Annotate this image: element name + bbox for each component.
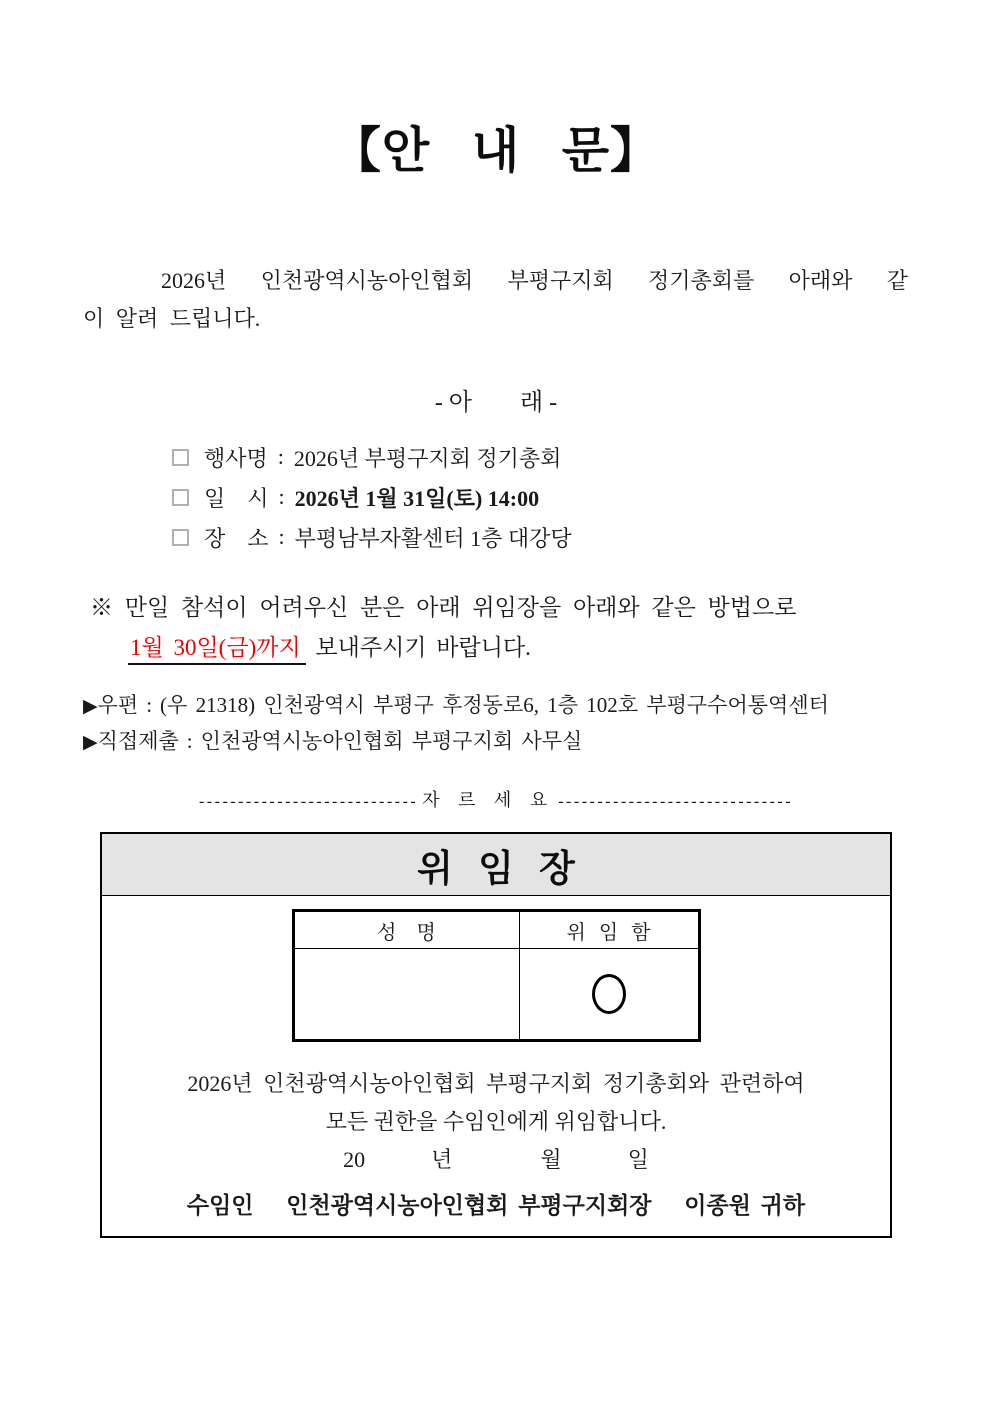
event-name-value: 2026년 부평구지회 정기총회	[293, 445, 562, 471]
proxy-recipient-line: 수임인 인천광역시농아인협회 부평구지회장 이종원 귀하	[186, 1193, 806, 1218]
proxy-table-header-row	[293, 911, 699, 949]
delegate-mark-cell	[519, 949, 699, 1041]
intro-line-1: 2026년 인천광역시농아인협회 부평구지회 정기총회를 아래와 같	[161, 268, 908, 293]
checkbox-icon	[172, 449, 189, 466]
deadline-highlight: 1월 30일(금)까지	[128, 635, 306, 665]
method-mail-row	[83, 688, 992, 724]
cut-dashes-right: ------------------------------	[558, 793, 794, 810]
label-separator: :	[278, 524, 285, 549]
proxy-statement-line-2: 모든 권한을 수임인에게 위임합니다.	[325, 1109, 667, 1134]
event-datetime-row	[172, 477, 992, 517]
intro-paragraph	[83, 262, 908, 338]
proxy-form-title: 위 임 장	[102, 834, 890, 896]
cut-dashes-left: ----------------------------	[198, 793, 419, 810]
event-place-value: 부평남부자활센터 1층 대강당	[294, 525, 572, 551]
arrow-bullet-icon: ▶	[83, 732, 98, 753]
label-separator: :	[277, 444, 284, 469]
method-mail-value: (우 21318) 인천광역시 부평구 후정동로6, 1층 102호 부평구수어통역센터	[160, 693, 829, 717]
circle-stamp-icon	[592, 974, 626, 1014]
label-separator: :	[146, 693, 153, 717]
label-separator: :	[278, 484, 285, 509]
event-detail-list	[172, 437, 992, 557]
notice-line-2: 보내주시기 바랍니다.	[305, 635, 531, 660]
submission-methods	[83, 688, 992, 760]
arrow-bullet-icon: ▶	[83, 696, 98, 717]
event-place-label: 장 소	[204, 525, 269, 551]
delegate-column-header: 위 임 함	[519, 911, 699, 949]
cut-here-line	[0, 786, 992, 812]
cut-here-label: 자 르 세 요	[422, 790, 555, 810]
proxy-date-line: 20 년 월 일	[343, 1147, 649, 1172]
proxy-table	[292, 909, 701, 1042]
page-title: 【안 내 문】	[331, 124, 661, 178]
reference-mark-icon: ※	[90, 595, 113, 620]
name-entry-cell	[293, 949, 519, 1041]
event-datetime-label: 일 시	[204, 485, 269, 511]
method-inperson-value: 인천광역시농아인협회 부평구지회 사무실	[200, 729, 583, 753]
method-inperson-label: 직접제출	[97, 729, 179, 753]
name-column-header: 성 명	[293, 911, 519, 949]
checkbox-icon	[172, 489, 189, 506]
event-name-label: 행사명	[204, 445, 268, 471]
event-name-row	[172, 437, 992, 477]
proxy-table-entry-row	[293, 949, 699, 1041]
subheading-arae: - 아 래 -	[434, 390, 558, 416]
intro-line-2: 이 알려 드립니다.	[83, 306, 261, 331]
event-datetime-value: 2026년 1월 31일(토) 14:00	[294, 485, 540, 511]
method-inperson-row	[83, 724, 992, 760]
method-mail-label: 우편	[97, 693, 139, 717]
event-place-row	[172, 517, 992, 557]
label-separator: :	[186, 729, 193, 753]
proxy-statement-line-1: 2026년 인천광역시농아인협회 부평구지회 정기총회와 관련하여	[187, 1071, 805, 1096]
notice-line-1: 만일 참석이 어려우신 분은 아래 위임장을 아래와 같은 방법으로	[124, 595, 797, 620]
absence-notice	[90, 589, 992, 662]
proxy-statement	[102, 1065, 890, 1179]
checkbox-icon	[172, 529, 189, 546]
proxy-form	[100, 832, 892, 1238]
